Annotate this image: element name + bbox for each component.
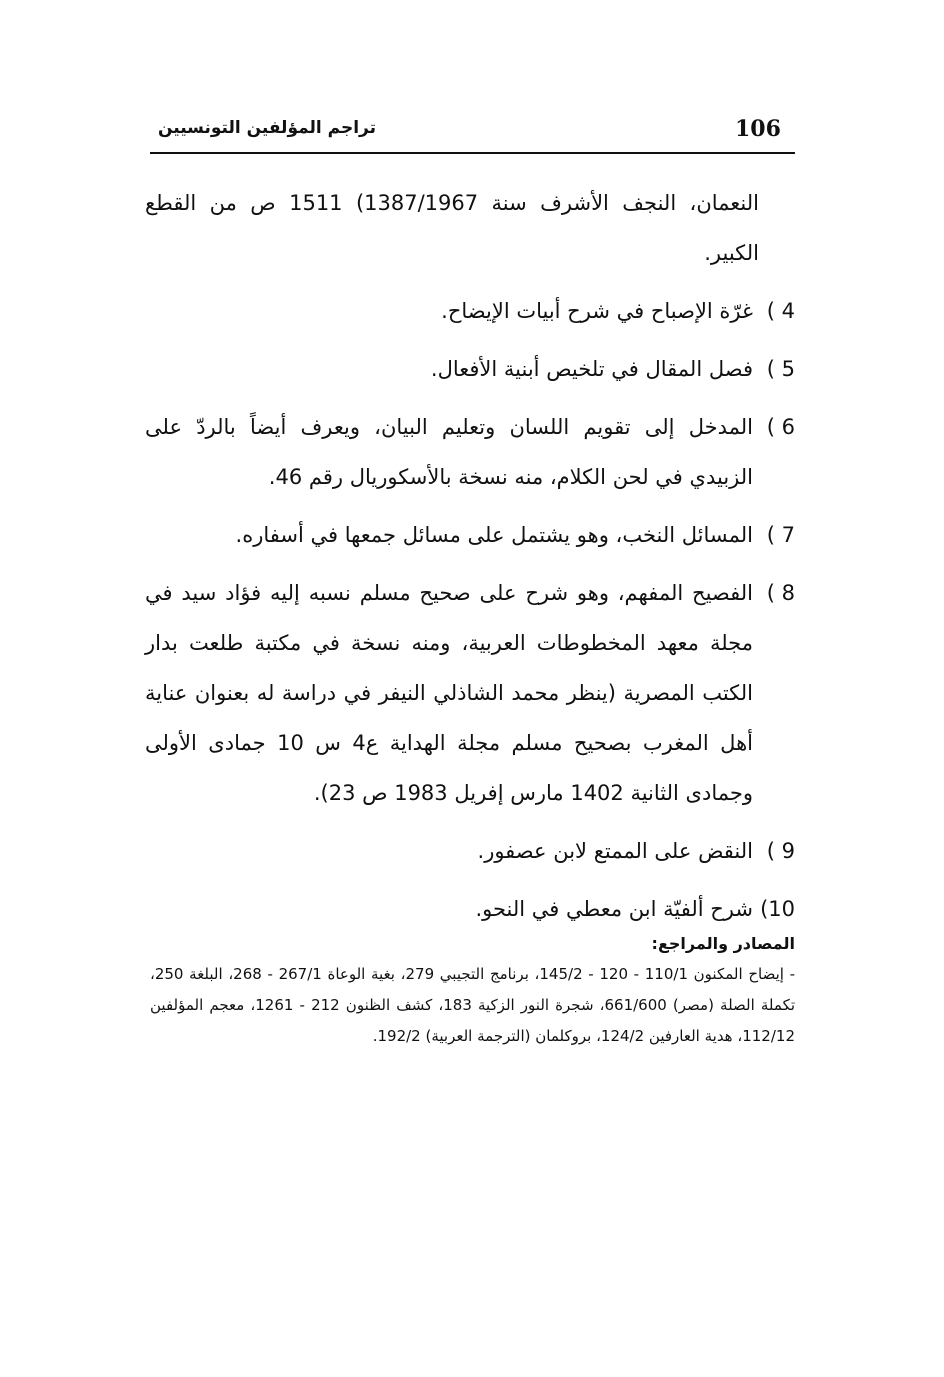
list-item [145,286,795,336]
item-number: 9 ) [766,839,795,863]
list-item [145,884,795,934]
item-text: المسائل النخب، وهو يشتمل على مسائل جمعها في أسفاره. [235,523,753,547]
list-item [145,510,795,560]
continuation-paragraph: النعمان، النجف الأشرف سنة 1387/1967) 1511 ص من القطع الكبير. [145,191,759,265]
main-text [145,178,795,942]
item-text: غرّة الإصباح في شرح أبيات الإيضاح. [441,299,753,323]
item-number: 4 ) [766,299,795,323]
item-text: فصل المقال في تلخيص أبنية الأفعال. [430,357,753,381]
running-title: تراجم المؤلفين التونسيين [158,118,376,138]
references-section [150,928,795,1052]
item-text: النقض على الممتع لابن عصفور. [477,839,753,863]
item-number: 7 ) [766,523,795,547]
item-number: 8 ) [766,581,795,605]
list-item [145,402,795,502]
references-text: - إيضاح المكنون 110/1 - 120 - 145/2، برنامج التجيبي 279، بغية الوعاة 267/1 - 268، البلغة 250، تكملة الصلة (مصر) 661/600، شجرة النور الزكية 183، كشف الظنون 212 - 1261، معجم المؤلفين 112/12، هدية العارفين 124/2، بروكلمان (الترجمة العربية) 192/2. [150,965,796,1045]
item-text: شرح ألفيّة ابن معطي في النحو. [475,897,753,921]
item-number: 10) [760,897,795,921]
item-number: 6 ) [766,415,795,439]
list-item [145,826,795,876]
item-text: المدخل إلى تقويم اللسان وتعليم البيان، ويعرف أيضاً بالردّ على الزبيدي في لحن الكلام، منه نسخة بالأسكوريال رقم 46. [145,415,753,489]
item-text: الفصيح المفهم، وهو شرح على صحيح مسلم نسبه إليه فؤاد سيد في مجلة معهد المخطوطات العربية، ومنه نسخة في مكتبة طلعت بدار الكتب المصرية (ينظر محمد الشاذلي النيفر في دراسة له بعنوان عناية أهل المغرب بصحيح مسلم مجلة الهداية ع4 س 10 جمادى الأولى وجمادى الثانية 1402 مارس إفريل 1983 ص 23). [145,581,753,805]
page-header [150,112,795,154]
page-number: 106 [735,116,781,142]
list-item [145,568,795,818]
item-number: 5 ) [766,357,795,381]
references-heading: المصادر والمراجع: [651,934,795,953]
list-item [145,344,795,394]
